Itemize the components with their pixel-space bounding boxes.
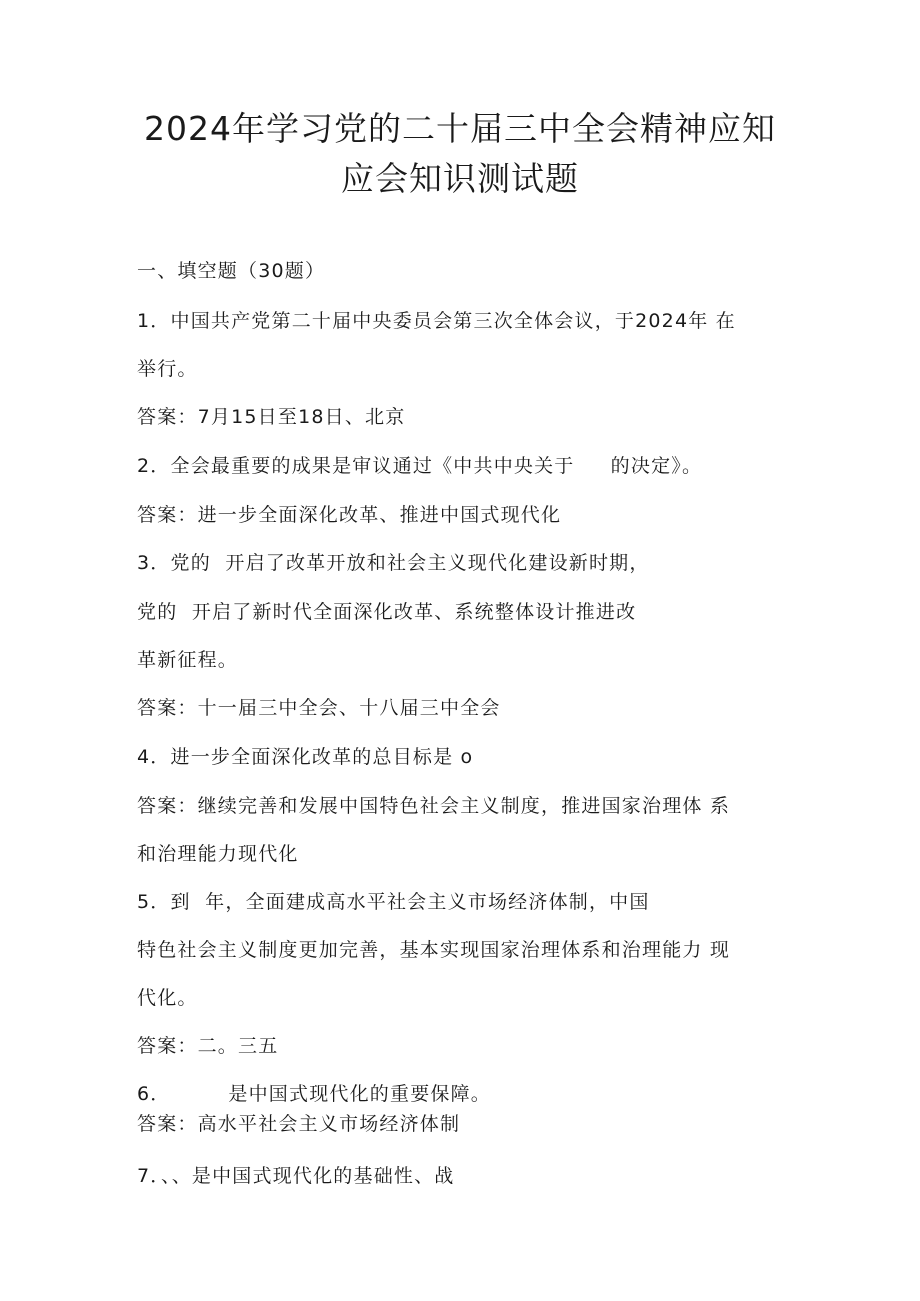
answer-2: 答案：进一步全面深化改革、推进中国式现代化 [137,504,562,526]
answer-5: 答案：二。三五 [137,1035,279,1057]
answer-4-line-1: 答案：继续完善和发展中国特色社会主义制度，推进国家治理体 系 [137,795,731,817]
section-heading: 一、填空题（30题） [137,260,326,282]
question-3-line-3: 革新征程。 [137,649,239,671]
document-title-line-1: 2024年学习党的二十届三中全会精神应知 [144,109,776,148]
question-3-line-1: 3．党的 开启了改革开放和社会主义现代化建设新时期， [137,552,650,574]
question-5-line-3: 代化。 [137,987,198,1009]
question-5-line-2: 特色社会主义制度更加完善，基本实现国家治理体系和治理能力 现 [137,939,731,961]
answer-3: 答案：十一届三中全会、十八届三中全会 [137,697,501,719]
question-1-line-2: 举行。 [137,358,198,380]
question-7-line-1: 7．、、是中国式现代化的基础性、战 [137,1165,455,1187]
question-5-line-1: 5．到 年，全面建成高水平社会主义市场经济体制，中国 [137,891,650,913]
question-1-line-1: 1．中国共产党第二十届中央委员会第三次全体会议，于2024年 在 [137,310,736,332]
question-6: 6． 是中国式现代化的重要保障。 [137,1083,492,1105]
answer-1: 答案：7月15日至18日、北京 [137,406,406,428]
answer-4-line-2: 和治理能力现代化 [137,843,299,865]
question-3-line-2: 党的 开启了新时代全面深化改革、系统整体设计推进改 [137,601,637,623]
document-title-line-2: 应会知识测试题 [341,159,579,198]
question-4: 4．进一步全面深化改革的总目标是 o [137,746,474,768]
question-2: 2．全会最重要的成果是审议通过《中共中央关于 的决定》。 [137,455,703,477]
answer-6: 答案：高水平社会主义市场经济体制 [137,1113,461,1135]
